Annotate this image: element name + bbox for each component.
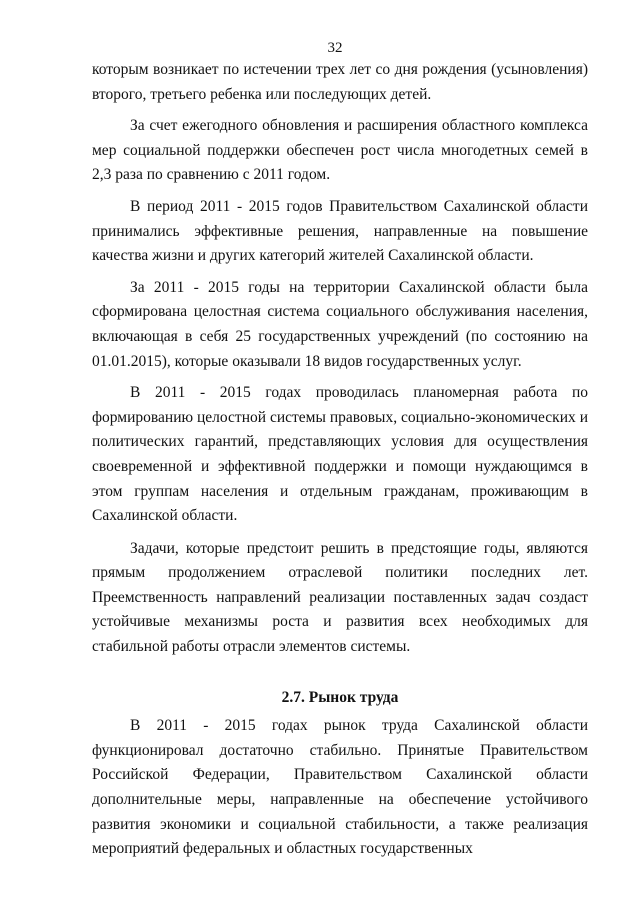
section-heading: 2.7. Рынок труда <box>281 688 399 706</box>
paragraph-tasks: Задачи, которые предстоит решить в предстоящие годы, являются прямым продолжением отраслевой политики последних лет. Преемственность направлений реализации поставленных задач создаст устойчивые механизмы роста и развития всех необходимых для стабильной работы отрасли элементов системы. <box>92 539 588 656</box>
document-page <box>92 38 588 862</box>
page-number: 32 <box>327 40 343 56</box>
paragraph-large-families: За счет ежегодного обновления и расширения областного комплекса мер социальной поддержки обеспечен рост числа многодетных семей в 2,3 раза по сравнению с 2011 годом. <box>92 117 588 184</box>
paragraph-labor-market: В 2011 - 2015 годах рынок труда Сахалинской области функционировал достаточно стабильно. Принятые Правительством Российской Федерации, Правительством Сахалинской области дополнительные меры, направленные на обеспечение устойчивого развития экономики и социальной стабильности, а также реализация мероприятий федеральных и областных государственных <box>92 717 588 858</box>
paragraph-social-services: За 2011 - 2015 годы на территории Сахалинской области была сформирована целостная система социального обслуживания населения, включающая в себя 25 государственных учреждений (по состоянию на 01.01.2015), которые оказывали 18 видов государственных услуг. <box>92 278 588 370</box>
paragraph-continuation: которым возникает по истечении трех лет со дня рождения (усыновления) второго, третьего ребенка или последующих детей. <box>92 61 588 103</box>
paragraph-guarantees: В 2011 - 2015 годах проводилась планомерная работа по формированию целостной системы правовых, социально-экономических и политических гарантий, представляющих условия для осуществления своевременной и эффективной поддержки и помощи нуждающимся в этом группам населения и отдельным гражданам, проживающим в Сахалинской области. <box>92 384 588 525</box>
paragraph-government-decisions: В период 2011 - 2015 годов Правительством Сахалинской области принимались эффективные решения, направленные на повышение качества жизни и других категорий жителей Сахалинской области. <box>92 197 588 265</box>
